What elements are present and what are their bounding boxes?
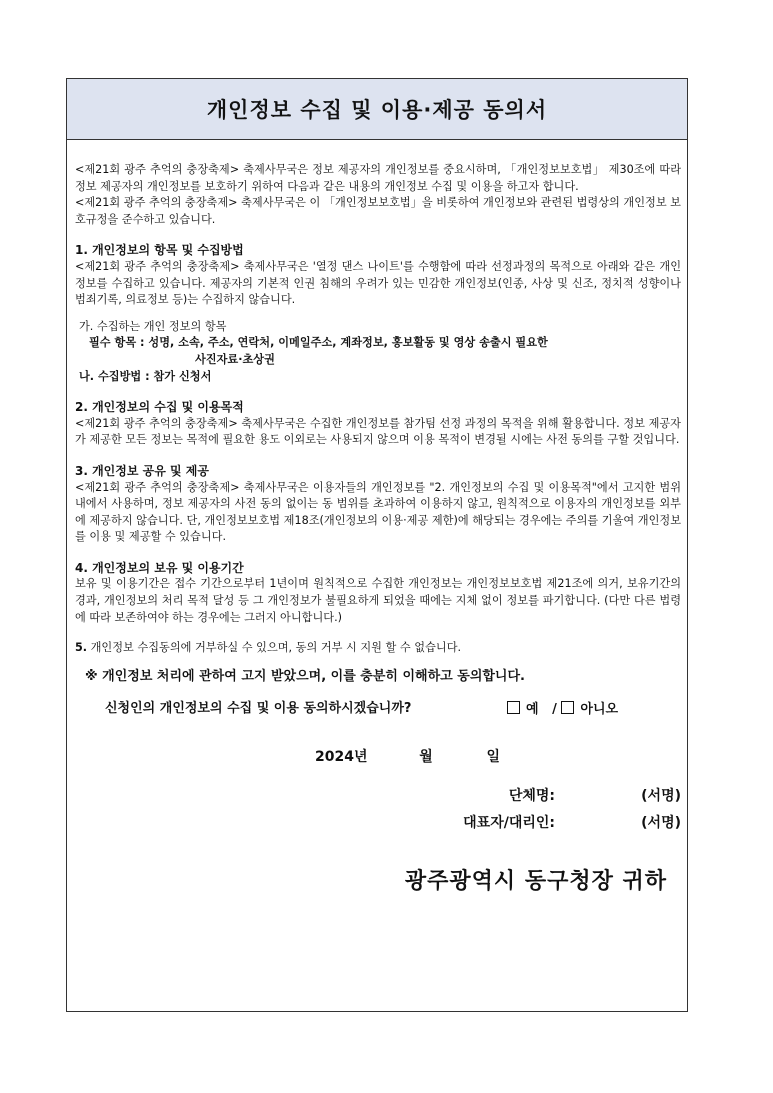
section-4 bbox=[75, 560, 681, 626]
collected-items-title: 가. 수집하는 개인 정보의 항목 bbox=[79, 319, 227, 333]
required-items-cont: 사진자료·초상권 bbox=[195, 352, 275, 366]
form-body bbox=[67, 140, 687, 894]
no-checkbox[interactable] bbox=[561, 701, 574, 714]
consent-question-row bbox=[75, 701, 681, 719]
section-2 bbox=[75, 399, 681, 449]
representative-signature[interactable]: (서명) bbox=[641, 814, 681, 831]
date-year: 2024년 bbox=[315, 749, 368, 766]
addressee: 광주광역시 동구청장 귀하 bbox=[404, 868, 667, 894]
form-title: 개인정보 수집 및 이용·제공 동의서 bbox=[206, 98, 548, 122]
group-name-label: 단체명: bbox=[508, 787, 555, 804]
section-3-heading: 3. 개인정보 공유 및 제공 bbox=[75, 463, 209, 478]
section-2-body: <제21회 광주 추억의 충장축제> 축제사무국은 수집한 개인정보를 참가팀 선정 과정의 목적을 위해 활용합니다. 정보 제공자가 제공한 모든 정보는 목적에 필요한 용도 이외로는 사용되지 않으며 이용 목적이 변경될 시에는 사전 동의를 구할 것입니다. bbox=[75, 416, 681, 447]
section-4-body: 보유 및 이용기간은 접수 기간으로부터 1년이며 원칙적으로 수집한 개인정보는 개인정보보호법 제21조에 의거, 보유기간의 경과, 개인정보의 처리 목적 달성 등 그 개인정보가 불필요하게 되었을 때에는 지체 없이 정보를 파기합니다. (다만 다른 법령에 따라 보존하여야 하는 경우에는 그러지 아니합니다.) bbox=[75, 577, 681, 624]
consent-notice: ※ 개인정보 처리에 관하여 고지 받았으며, 이를 충분히 이해하고 동의합니다. bbox=[85, 668, 525, 684]
date-month: 월 bbox=[419, 749, 433, 766]
option-separator: / bbox=[552, 702, 557, 718]
representative-row bbox=[75, 815, 681, 842]
no-label: 아니오 bbox=[580, 702, 619, 718]
group-signature[interactable]: (서명) bbox=[641, 787, 681, 804]
date-day: 일 bbox=[486, 749, 501, 766]
title-bar bbox=[67, 79, 687, 140]
section-5-body: 개인정보 수집동의에 거부하실 수 있으며, 동의 거부 시 지원 할 수 없습니다. bbox=[90, 641, 462, 655]
intro-paragraph-2: <제21회 광주 추억의 충장축제> 축제사무국은 이 「개인정보보호법」을 비롯하여 개인정보와 관련된 법령상의 개인정보 보호규정을 준수하고 있습니다. bbox=[75, 196, 681, 226]
section-1-body: <제21회 광주 추억의 충장축제> 축제사무국은 '열정 댄스 나이트'를 수행함에 따라 선정과정의 목적으로 아래와 같은 개인정보를 수집하고 있습니다. 제공자의 기본적 인권 침해의 우려가 있는 민감한 개인정보(인종, 사상 및 신조, 정치적 성향이나 범죄기록, 의료정보 등)는 수집하지 않습니다. bbox=[75, 259, 681, 307]
consent-options bbox=[507, 701, 618, 719]
yes-label: 예 bbox=[526, 702, 539, 718]
section-5 bbox=[75, 640, 681, 657]
section-4-heading: 4. 개인정보의 보유 및 이용기간 bbox=[75, 560, 244, 575]
section-1-items bbox=[75, 319, 681, 385]
section-3-body: <제21회 광주 추억의 충장축제> 축제사무국은 이용자들의 개인정보를 "2. 개인정보의 수집 및 이용목적"에서 고지한 범위 내에서 사용하며, 정보 제공자의 사전 동의 없이는 동 범위를 초과하여 이용하지 않고, 원칙적으로 이용자의 개인정보를 외부에 제공하지 않습니다. 단, 개인정보보호법 제18조(개인정보의 이용·제공 제한)에 해당되는 경우에는 주의를 기울여 개인정보를 이용 및 제공할 수 있습니다. bbox=[75, 480, 681, 544]
consent-question: 신청인의 개인정보의 수집 및 이용 동의하시겠습니까? bbox=[105, 701, 412, 717]
intro bbox=[75, 162, 681, 228]
intro-paragraph-1: <제21회 광주 추억의 충장축제> 축제사무국은 정보 제공자의 개인정보를 중요시하며, 「개인정보보호법」 제30조에 따라 정보 제공자의 개인정보를 보호하기 위하여 다음과 같은 내용의 개인정보 수집 및 이용을 하고자 합니다. bbox=[75, 163, 681, 193]
representative-label: 대표자/대리인: bbox=[463, 814, 555, 831]
signature-block bbox=[75, 788, 681, 842]
section-2-heading: 2. 개인정보의 수집 및 이용목적 bbox=[75, 400, 244, 415]
group-name-row bbox=[75, 788, 681, 815]
section-1 bbox=[75, 242, 681, 385]
consent-form bbox=[66, 78, 688, 1012]
section-5-number: 5. bbox=[75, 641, 88, 655]
date-row bbox=[75, 749, 681, 766]
required-items: 필수 항목 : 성명, 소속, 주소, 연락처, 이메일주소, 계좌정보, 홍보활동 및 영상 송출시 필요한 bbox=[89, 336, 548, 350]
section-3 bbox=[75, 463, 681, 546]
collection-method: 나. 수집방법 : 참가 신청서 bbox=[79, 369, 212, 383]
yes-checkbox[interactable] bbox=[507, 701, 520, 714]
section-1-heading: 1. 개인정보의 항목 및 수집방법 bbox=[75, 243, 244, 258]
